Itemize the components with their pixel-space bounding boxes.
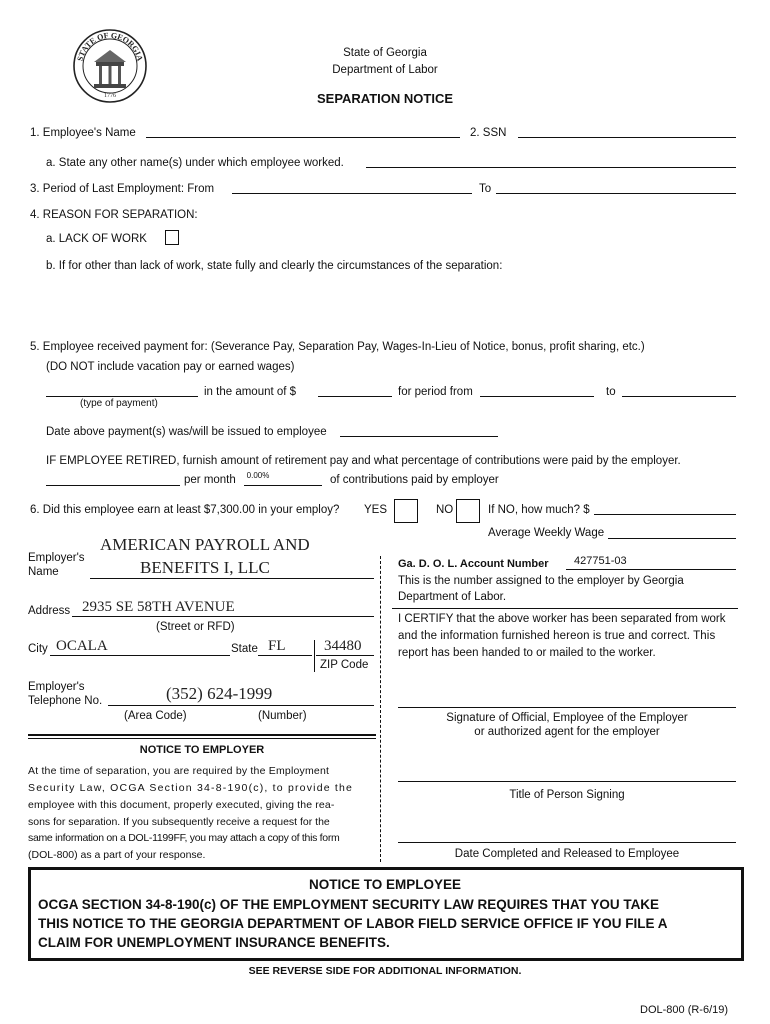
yes-checkbox[interactable] [394,499,418,523]
title-signing-field[interactable] [398,781,736,782]
other-reason-label: b. If for other than lack of work, state fully and clearly the circumstances of the separation: [46,260,503,272]
payment-period-to-label: to [606,386,616,398]
contribution-percent-field[interactable] [244,485,322,486]
area-code-caption: (Area Code) [124,710,187,722]
payment-date-label: Date above payment(s) was/will be issued to employee [46,426,327,438]
notice-to-employee-heading: NOTICE TO EMPLOYEE [308,877,462,892]
employer-name-label-2: Name [28,566,59,578]
employer-block-divider-2 [28,738,376,739]
form-title: SEPARATION NOTICE [316,91,454,106]
certify-line-3: report has been handed to or mailed to the worker. [398,647,656,659]
notice-employee-line-2: THIS NOTICE TO THE GEORGIA DEPARTMENT OF LABOR FIELD SERVICE OFFICE IF YOU FILE A [38,916,668,931]
employee-name-field[interactable] [146,137,460,138]
payment-label: 5. Employee received payment for: (Severance Pay, Separation Pay, Wages-In-Lieu of Notice, bonus, profit sharing, etc.) [30,341,645,353]
other-names-label: a. State any other name(s) under which employee worked. [46,157,344,169]
signature-caption-1: Signature of Official, Employee of the Employer [446,712,688,724]
payment-amount-label: in the amount of $ [204,386,297,398]
title-signing-caption: Title of Person Signing [509,789,625,801]
payment-period-label: for period from [398,386,473,398]
georgia-seal [72,28,148,104]
employer-name-line-1: AMERICAN PAYROLL AND [100,535,310,554]
city-value: OCALA [56,638,108,654]
svg-text:STATE OF GEORGIA: STATE OF GEORGIA [75,30,145,62]
payment-type-caption: (type of payment) [80,398,158,409]
zip-divider [314,640,315,672]
contribution-percent: 0.00% [246,471,270,480]
notice-employer-line-3: employee with this document, properly executed, giving the rea- [28,799,335,811]
reverse-side-note: SEE REVERSE SIDE FOR ADDITIONAL INFORMATION. [248,965,522,977]
contributions-label: of contributions paid by employer [330,474,499,486]
state-value: FL [268,638,286,654]
date-completed-field[interactable] [398,842,736,843]
notice-employer-line-4: sons for separation. If you subsequently receive a request for the [28,816,330,828]
city-field[interactable] [50,655,230,656]
ssn-field[interactable] [518,137,736,138]
lack-of-work-checkbox[interactable] [165,230,179,245]
reason-heading: 4. REASON FOR SEPARATION: [30,209,198,221]
payment-period-from-field[interactable] [480,396,594,397]
state-label: State [231,643,258,655]
zip-field[interactable] [316,655,374,656]
ssn-label: 2. SSN [470,127,507,139]
retirement-pay-field[interactable] [46,485,180,486]
retired-instructions: IF EMPLOYEE RETIRED, furnish amount of retirement pay and what percentage of contributions were paid by the employer. [46,455,681,467]
account-number-field[interactable] [566,569,736,570]
notice-to-employer-heading: NOTICE TO EMPLOYER [139,744,265,756]
no-checkbox[interactable] [456,499,480,523]
column-divider [380,556,381,862]
other-names-field[interactable] [366,167,736,168]
payment-note: (DO NOT include vacation pay or earned wages) [46,361,295,373]
employee-name-label: 1. Employee's Name [30,127,136,139]
period-to-label: To [479,183,492,195]
notice-employer-line-1: At the time of separation, you are required by the Employment [28,765,330,777]
period-from-label: 3. Period of Last Employment: From [30,183,215,195]
signature-caption-2: or authorized agent for the employer [474,726,660,738]
phone-value: (352) 624-1999 [166,684,273,703]
account-note-2: Department of Labor. [398,591,507,603]
yes-label: YES [364,504,388,516]
notice-employee-line-3: CLAIM FOR UNEMPLOYMENT INSURANCE BENEFITS. [38,935,390,950]
city-label: City [28,643,48,655]
state-field[interactable] [258,655,312,656]
account-note-1: This is the number assigned to the employer by Georgia [398,575,684,587]
notice-employer-line-2: Security Law, OCGA Section 34-8-190(c), to provide the [28,782,354,794]
payment-type-field[interactable] [46,396,198,397]
payment-amount-field[interactable] [318,396,392,397]
svg-text:1776: 1776 [104,93,116,99]
how-much-field[interactable] [594,514,736,515]
average-weekly-wage-field[interactable] [608,538,736,539]
number-caption: (Number) [258,710,307,722]
department-name: Department of Labor [332,64,438,76]
state-name: State of Georgia [343,47,427,59]
employer-name-underline [90,578,374,579]
employer-name-label-1: Employer's [28,552,85,564]
earnings-question: 6. Did this employee earn at least $7,300.00 in your employ? [30,504,340,516]
street-caption: (Street or RFD) [156,621,235,633]
phone-label-2: Telephone No. [28,695,103,707]
notice-employer-line-6: (DOL-800) as a part of your response. [28,849,206,861]
certify-line-1: I CERTIFY that the above worker has been separated from work [398,613,726,625]
period-from-field[interactable] [232,193,472,194]
account-number-value: 427751-03 [574,555,627,567]
per-month-label: per month [184,474,236,486]
how-much-label: If NO, how much? $ [488,504,590,516]
certify-line-2: and the information furnished hereon is true and correct. This [398,630,716,642]
date-completed-caption: Date Completed and Released to Employee [454,848,680,860]
employer-block-divider [28,734,376,736]
notice-employer-line-5: same information on a DOL-1199FF, you may attach a copy of this form [28,832,340,844]
phone-field[interactable] [108,705,374,706]
account-number-label: Ga. D. O. L. Account Number [398,558,549,570]
account-note-divider [392,608,738,609]
zip-value: 34480 [324,638,362,654]
period-to-field[interactable] [496,193,736,194]
address-field[interactable] [72,616,374,617]
average-weekly-wage-label: Average Weekly Wage [488,527,605,539]
payment-date-field[interactable] [340,436,498,437]
signature-field[interactable] [398,707,736,708]
notice-employee-line-1: OCGA SECTION 34-8-190(c) OF THE EMPLOYMENT SECURITY LAW REQUIRES THAT YOU TAKE [38,897,660,912]
payment-period-to-field[interactable] [622,396,736,397]
employer-name-line-2: BENEFITS I, LLC [140,558,270,577]
no-label: NO [436,504,454,516]
address-label: Address [28,605,71,617]
phone-label-1: Employer's [28,681,85,693]
form-number: DOL-800 (R-6/19) [640,1004,729,1016]
address-value: 2935 SE 58TH AVENUE [82,599,235,615]
zip-caption: ZIP Code [320,659,369,671]
lack-of-work-label: a. LACK OF WORK [46,233,147,245]
